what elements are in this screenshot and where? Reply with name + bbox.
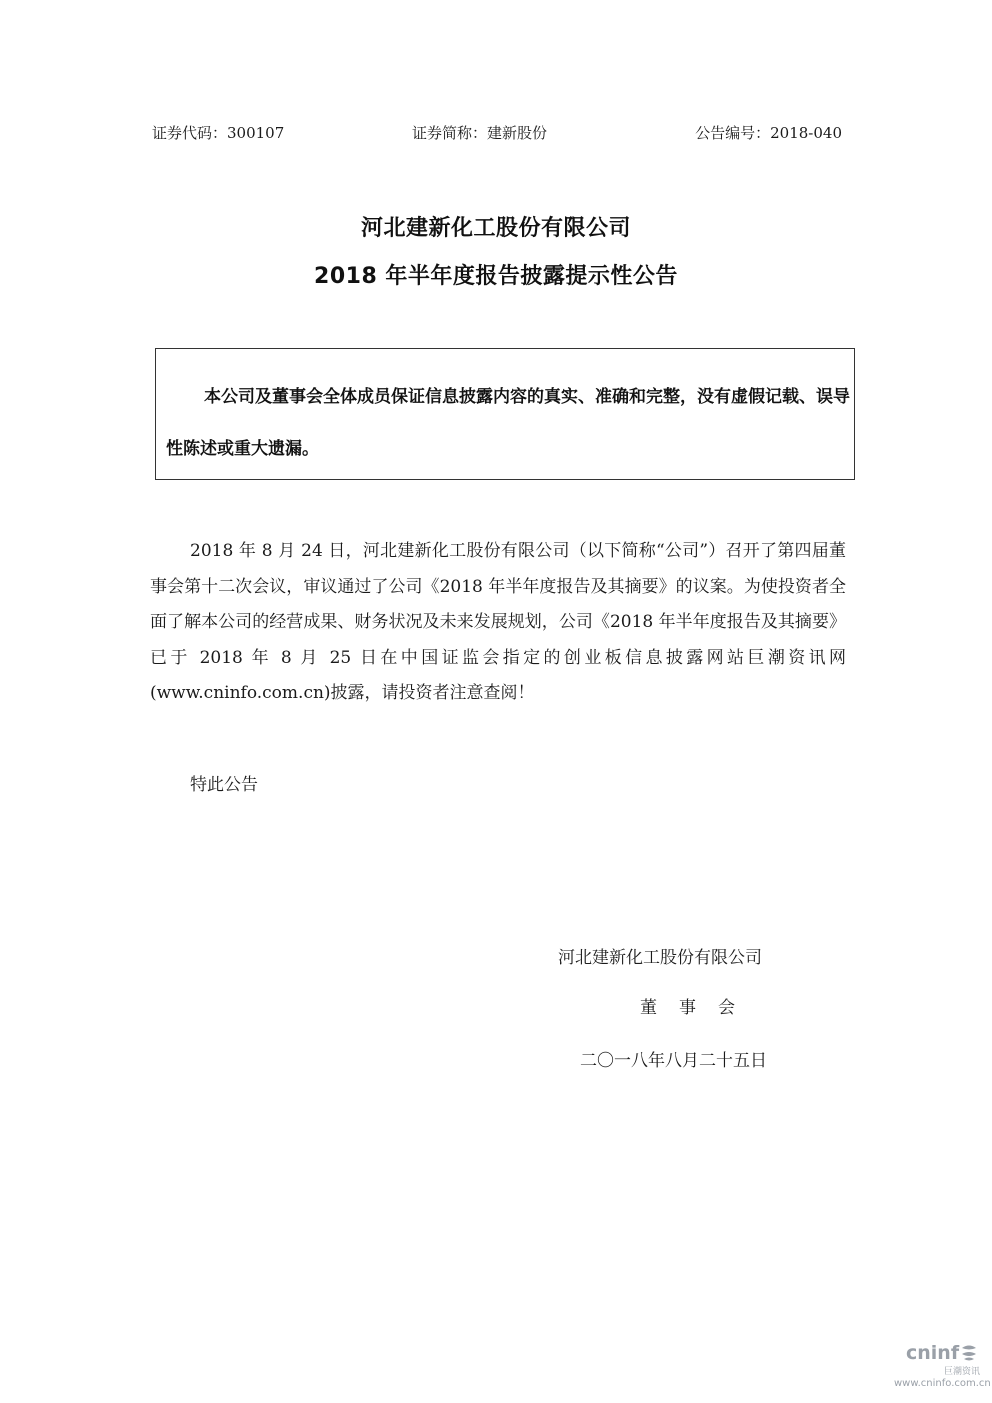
cninfo-watermark bbox=[888, 1340, 991, 1398]
company-title: 河北建新化工股份有限公司 bbox=[360, 216, 631, 241]
stock-code: 证券代码：300107 bbox=[152, 124, 285, 142]
cninfo-logo-icon bbox=[958, 1342, 980, 1364]
watermark-subtitle: 巨潮资讯 bbox=[944, 1367, 981, 1377]
announcement-title: 2018 年半年度报告披露提示性公告 bbox=[314, 264, 678, 289]
announcement-body: 2018 年 8 月 24 日，河北建新化工股份有限公司（以下简称“公司”）召开了第四届董事会第十二次会议，审议通过了公司《2018 年半年度报告及其摘要》的议案。为使投资者全面了解本公司的经营成果、财务状况及未来发展规划，公司《2018 年半年度报告及其摘要》已于 2018 年 8 月 25 日在中国证监会指定的创业板信息披露网站巨潮资讯网(www.cninfo.com.cn)披露，请投资者注意查阅！ bbox=[150, 541, 846, 703]
watermark-logo-text: cninf bbox=[906, 1342, 960, 1364]
signature-date: 二〇一八年八月二十五日 bbox=[580, 1051, 767, 1071]
document-header bbox=[152, 122, 842, 144]
signature-board: 董事会 bbox=[640, 998, 757, 1018]
disclaimer-box bbox=[155, 348, 855, 480]
signature-company: 河北建新化工股份有限公司 bbox=[558, 948, 762, 968]
closing-text: 特此公告 bbox=[190, 775, 258, 795]
watermark-url: www.cninfo.com.cn bbox=[894, 1378, 991, 1389]
disclaimer-text: 本公司及董事会全体成员保证信息披露内容的真实、准确和完整，没有虚假记载、误导性陈述或重大遗漏。 bbox=[166, 387, 850, 459]
stock-abbreviation: 证券简称：建新股份 bbox=[412, 124, 548, 142]
announcement-number: 公告编号：2018-040 bbox=[695, 124, 842, 142]
